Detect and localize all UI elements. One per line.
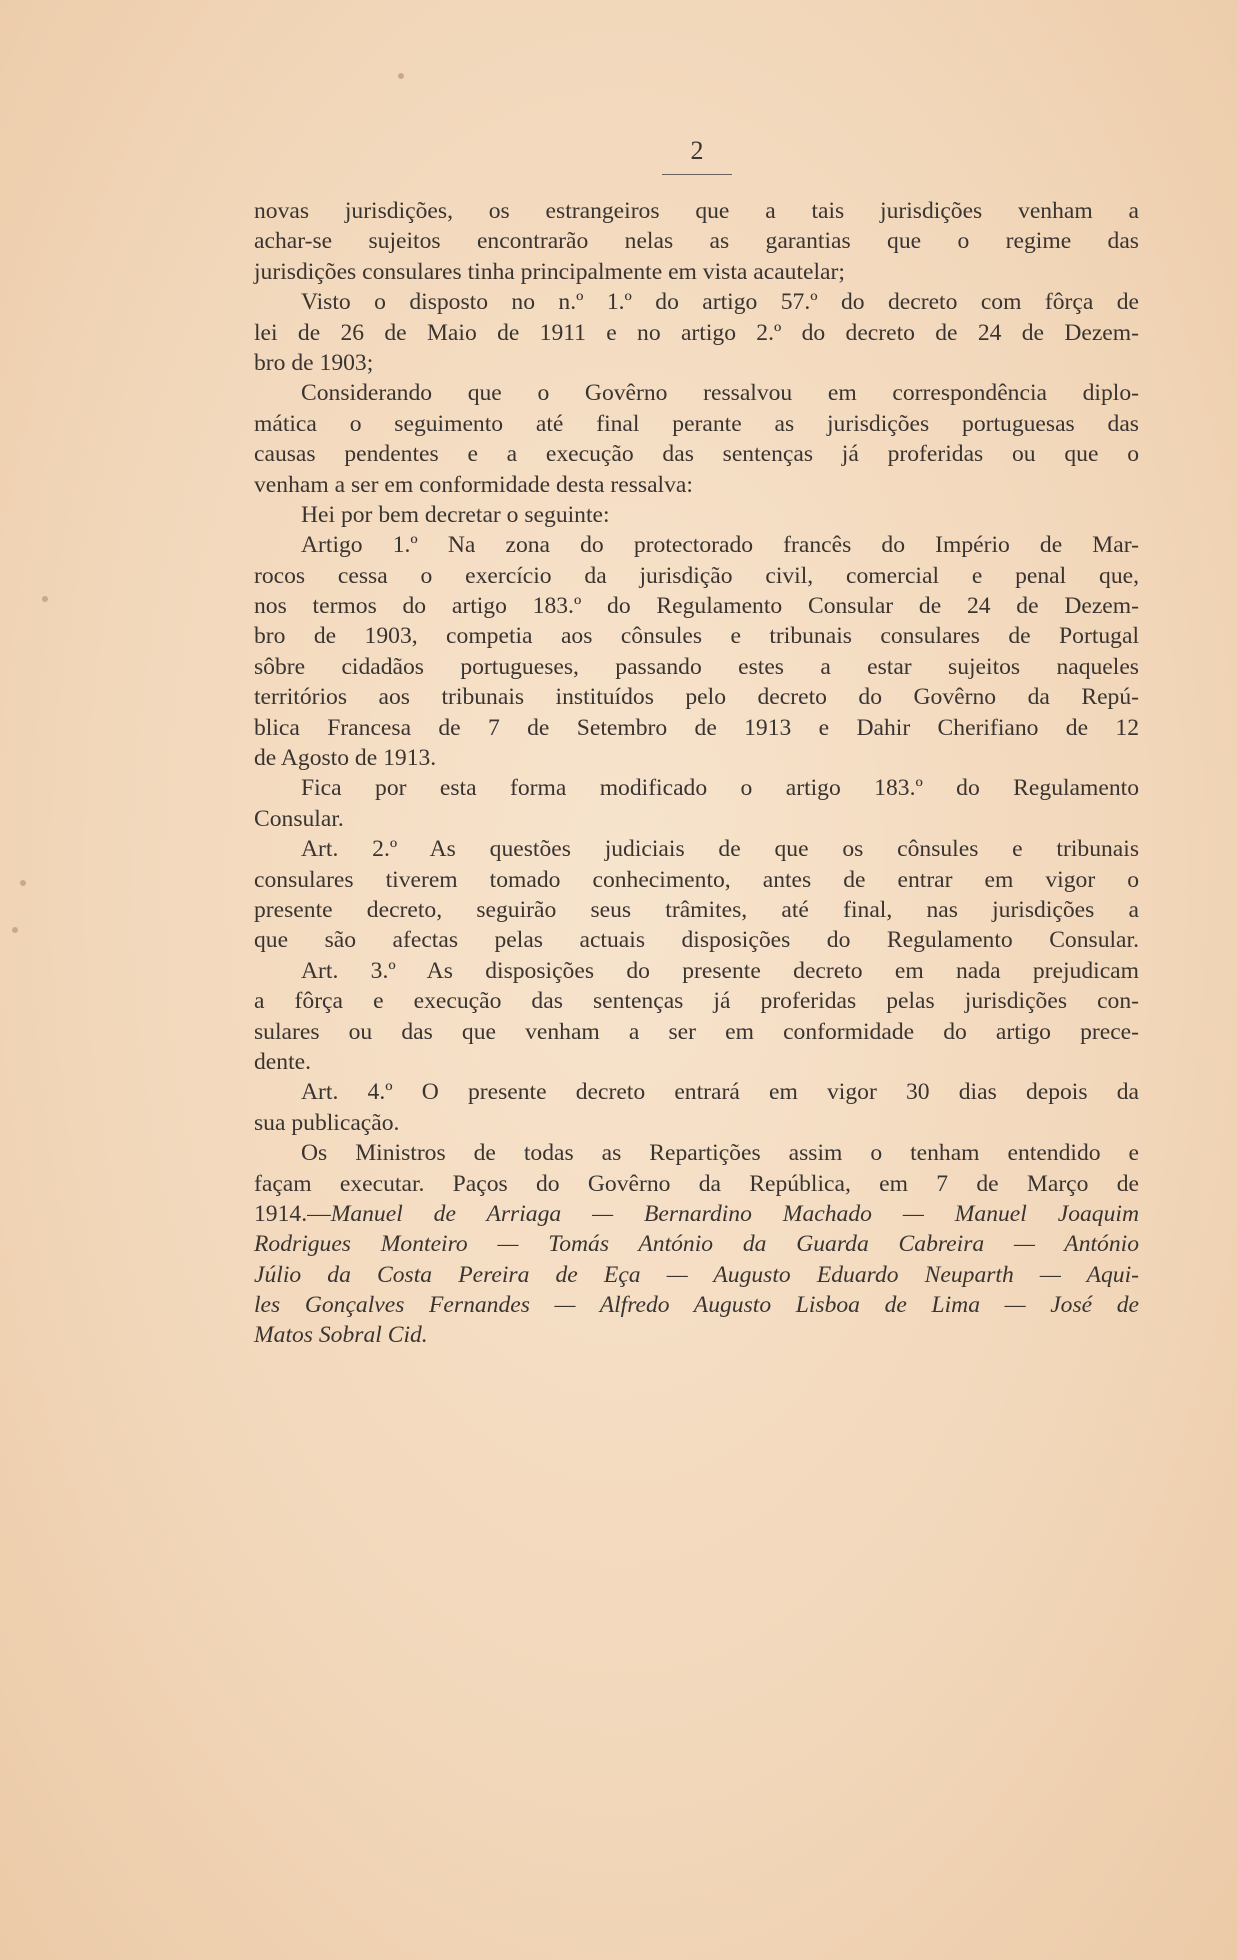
paper-speck — [42, 596, 48, 602]
text-line: Hei por bem decretar o seguinte: — [301, 501, 610, 528]
paper-speck — [398, 73, 404, 79]
decree-text — [254, 196, 1139, 1351]
page-number-rule — [662, 174, 732, 175]
text-line: de Agosto de 1913. — [254, 745, 437, 772]
text-line: Considerando que o Govêrno ressalvou em correspondência diplo- — [301, 380, 1139, 407]
text-line: territórios aos tribunais instituídos pelo decreto do Govêrno da Repú- — [254, 684, 1139, 711]
signature-line: Júlio da Costa Pereira de Eça — Augusto Eduardo Neuparth — Aqui- — [254, 1261, 1139, 1288]
text-line: Fica por esta forma modificado o artigo 183.º do Regulamento — [301, 775, 1139, 802]
text-line: rocos cessa o exercício da jurisdição civil, comercial e penal que, — [254, 562, 1139, 589]
signature-line: Matos Sobral Cid. — [254, 1322, 428, 1349]
text-line: Os Ministros de todas as Repartições assim o tenham entendido e — [301, 1140, 1139, 1167]
text-line: venham a ser em conformidade desta ressalva: — [254, 471, 693, 498]
paper-speck — [12, 927, 18, 933]
text-line: sulares ou das que venham a ser em conformidade do artigo prece- — [254, 1018, 1139, 1045]
text-line: Art. 3.º As disposições do presente decreto em nada prejudicam — [301, 957, 1139, 984]
signature-line: Rodrigues Monteiro — Tomás António da Guarda Cabreira — António — [254, 1231, 1139, 1258]
text-line: que são afectas pelas actuais disposições do Regulamento Consular. — [254, 927, 1139, 954]
text-line: dente. — [254, 1048, 311, 1075]
text-line: bro de 1903; — [254, 349, 374, 376]
text-line: Artigo 1.º Na zona do protectorado francês do Império de Mar- — [301, 532, 1139, 559]
text-line: Art. 4.º O presente decreto entrará em vigor 30 dias depois da — [301, 1079, 1139, 1106]
text-line: presente decreto, seguirão seus trâmites, até final, nas jurisdições a — [254, 896, 1139, 923]
text-line: jurisdições consulares tinha principalmente em vista acautelar; — [254, 258, 845, 285]
text-line: sôbre cidadãos portugueses, passando estes a estar sujeitos naqueles — [254, 653, 1139, 680]
text-line: Visto o disposto no n.º 1.º do artigo 57.º do decreto com fôrça de — [301, 289, 1139, 316]
text-line: Consular. — [254, 805, 344, 832]
text-line: causas pendentes e a execução das sentenças já proferidas ou que o — [254, 441, 1139, 468]
paper-speck — [20, 880, 26, 886]
page-number: 2 — [690, 136, 704, 165]
text-line: façam executar. Paços do Govêrno da República, em 7 de Março de — [254, 1170, 1139, 1197]
text-line: a fôrça e execução das sentenças já proferidas pelas jurisdições con- — [254, 988, 1139, 1015]
text-line: achar-se sujeitos encontrarão nelas as garantias que o regime das — [254, 228, 1139, 255]
text-line: lei de 26 de Maio de 1911 e no artigo 2.º do decreto de 24 de Dezem- — [254, 319, 1139, 346]
text-line: mática o seguimento até final perante as jurisdições portuguesas das — [254, 410, 1139, 437]
signature-line: les Gonçalves Fernandes — Alfredo Augusto Lisboa de Lima — José de — [254, 1292, 1139, 1319]
text-line: bro de 1903, competia aos cônsules e tribunais consulares de Portugal — [254, 623, 1139, 650]
text-line: nos termos do artigo 183.º do Regulamento Consular de 24 de Dezem- — [254, 593, 1139, 620]
text-line: consulares tiverem tomado conhecimento, antes de entrar em vigor o — [254, 866, 1139, 893]
signature-line — [254, 1199, 1139, 1229]
signatories: Manuel de Arriaga — Bernardino Machado — Manuel Joaquim — [330, 1200, 1139, 1227]
text-line: sua publicação. — [254, 1109, 400, 1136]
text-line: novas jurisdições, os estrangeiros que a tais jurisdições venham a — [254, 198, 1139, 224]
text-line: blica Francesa de 7 de Setembro de 1913 e Dahir Cherifiano de 12 — [254, 714, 1139, 741]
text-line: Art. 2.º As questões judiciais de que os cônsules e tribunais — [301, 836, 1139, 863]
date-tail: 1914.— — [254, 1200, 331, 1227]
